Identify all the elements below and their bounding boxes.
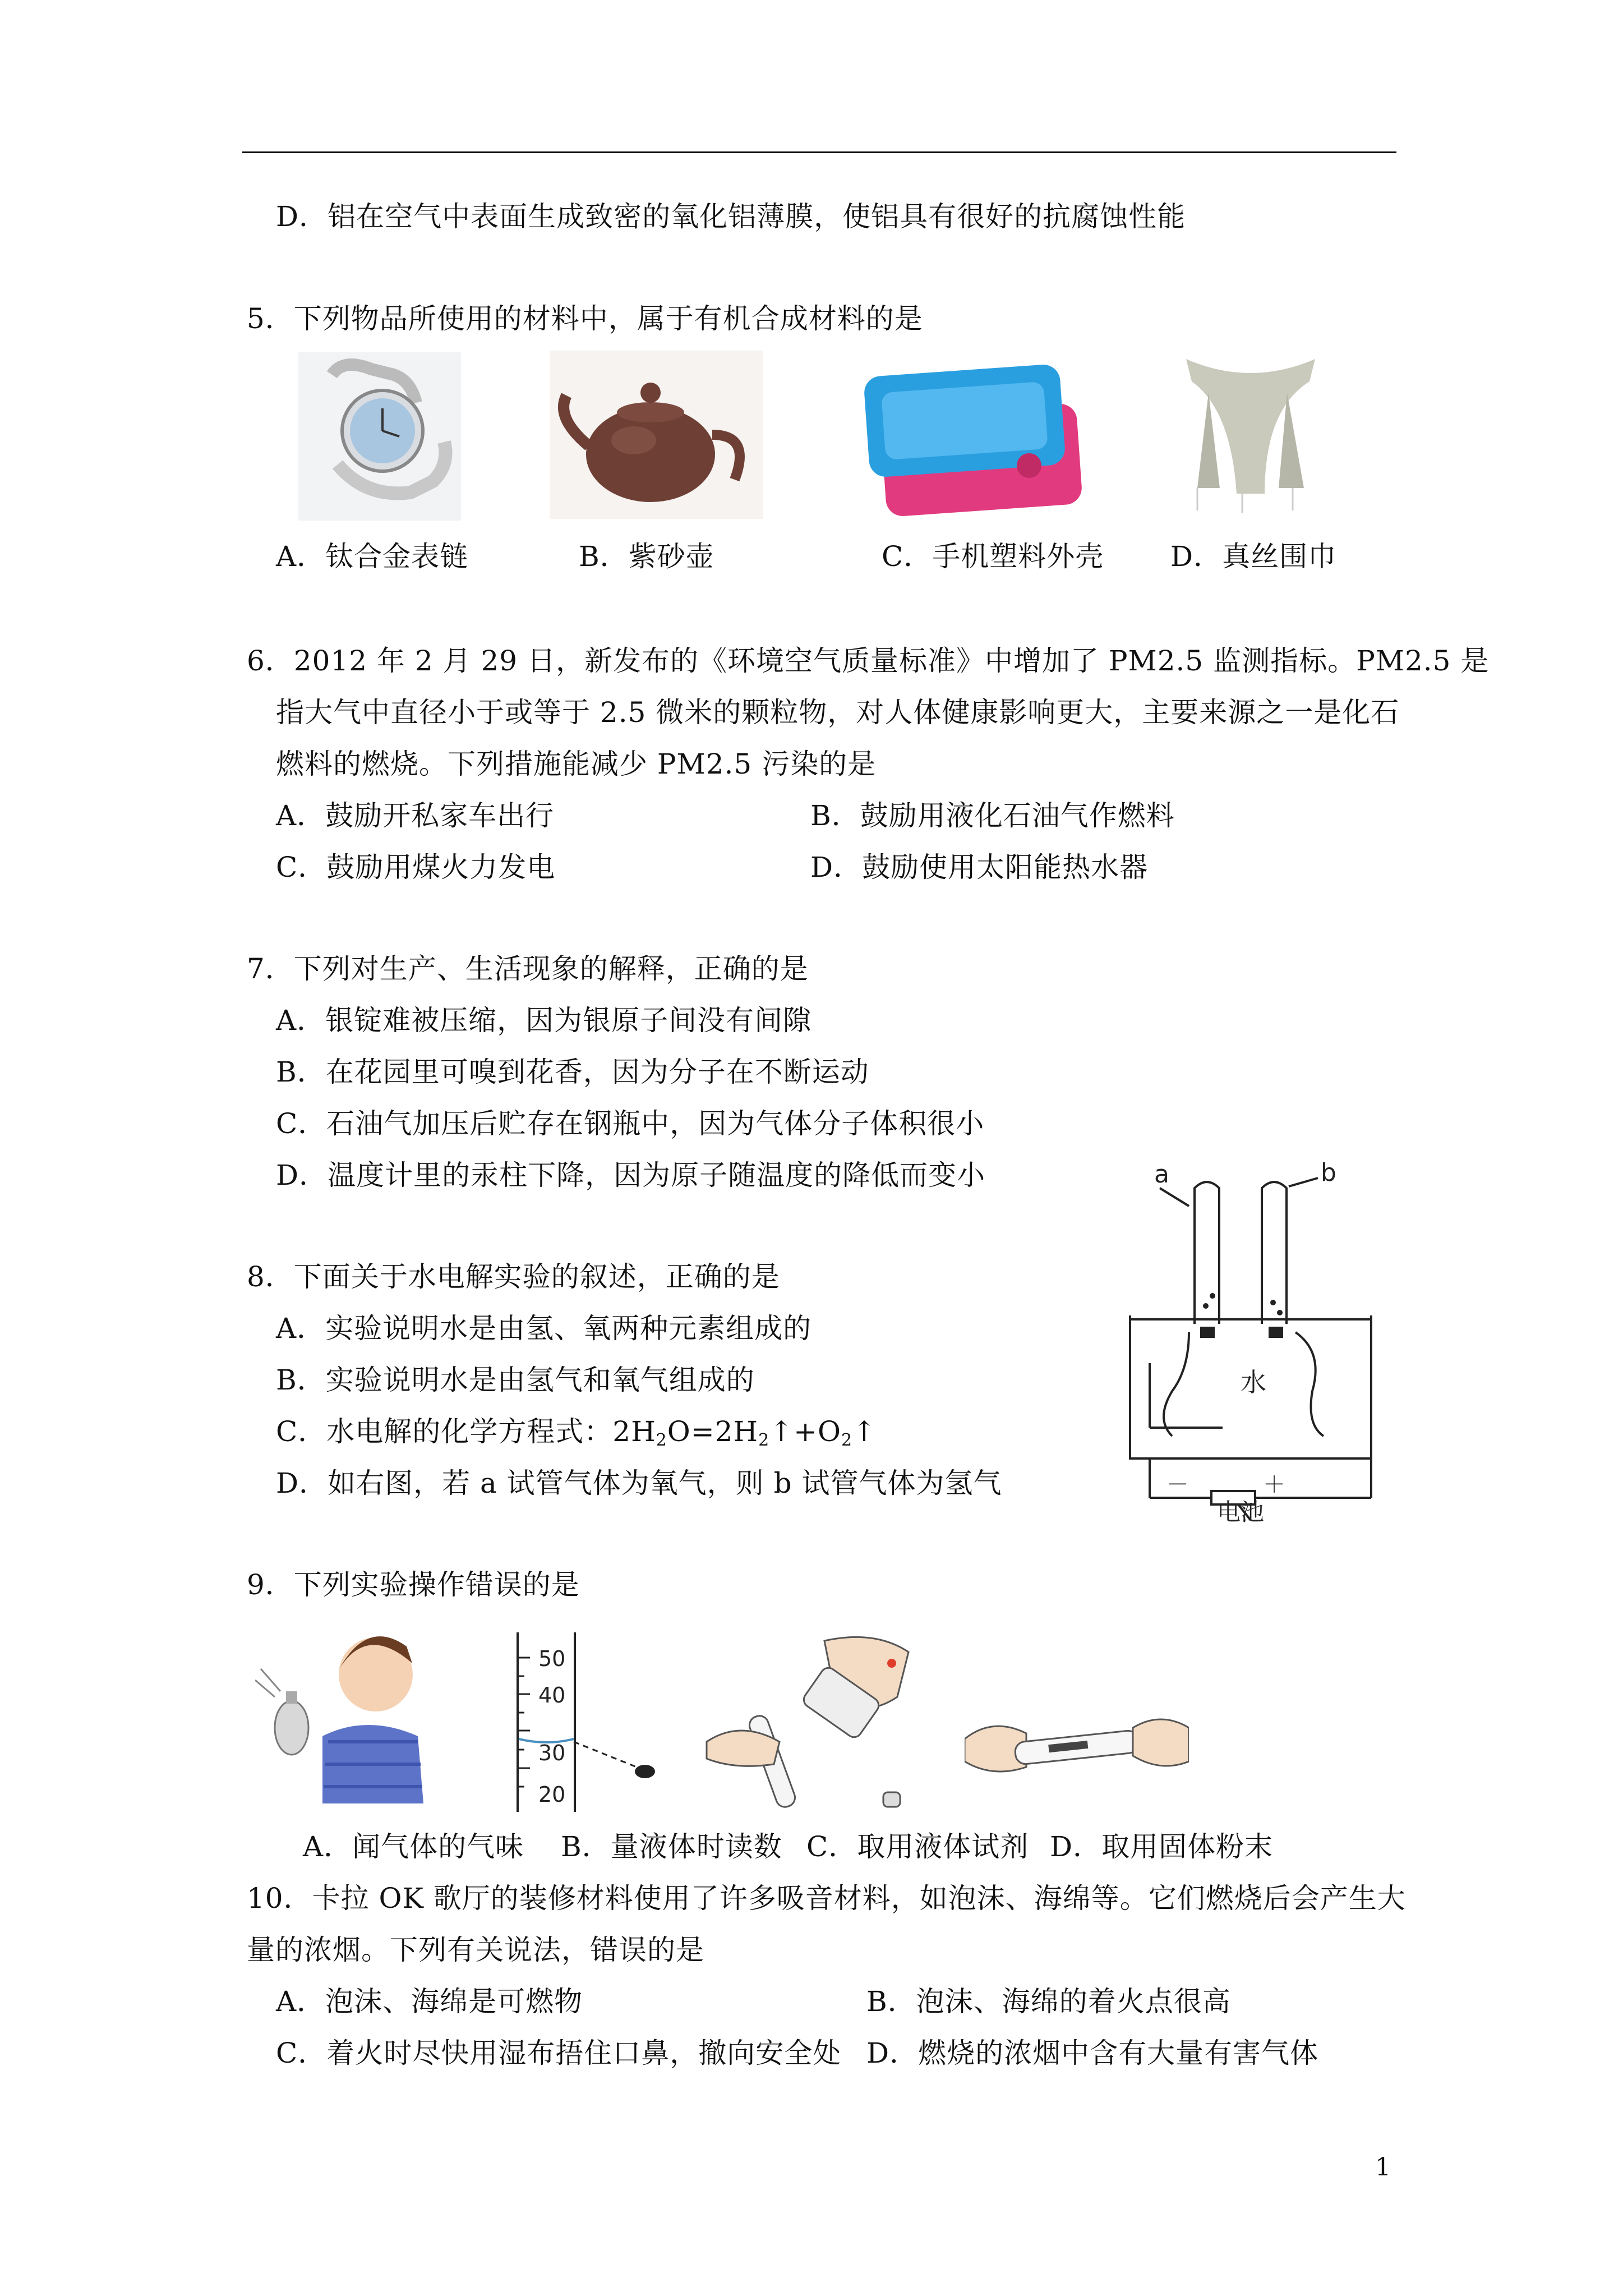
header-rule <box>242 151 1396 153</box>
q9-option-c: C．取用液体试剂 <box>806 1830 1029 1863</box>
label-a: a <box>1154 1160 1169 1189</box>
q9-option-b: B．量液体时读数 <box>561 1830 782 1863</box>
q6-option-c: C．鼓励用煤火力发电 <box>276 851 556 884</box>
q9-option-a: A．闻气体的气味 <box>303 1830 524 1863</box>
q10-option-a: A．泡沫、海绵是可燃物 <box>276 1985 583 2018</box>
q10-line2: 量的浓烟。下列有关说法，错误的是 <box>247 1934 704 1966</box>
label-battery: 电池 <box>1217 1498 1265 1526</box>
q4-option-d: D．铝在空气中表面生成致密的氧化铝薄膜，使铝具有很好的抗腐蚀性能 <box>276 200 1186 233</box>
q8-option-c: C．水电解的化学方程式：$2H_2O=2H_2↑+O_2↑$ <box>276 1415 877 1450</box>
cylinder-tick-30: 30 <box>538 1741 566 1765</box>
q6-line1: 6．2012 年 2 月 29 日，新发布的《环境空气质量标准》中增加了 PM2.5 监测指标。PM2.5 是 <box>247 645 1490 677</box>
battery-plus: ＋ <box>1263 1472 1285 1498</box>
q7-option-b: B．在花园里可嗅到花香，因为分子在不断运动 <box>276 1056 869 1088</box>
q6-line2: 指大气中直径小于或等于 2.5 微米的颗粒物，对人体健康影响更大，主要来源之一是化石 <box>276 696 1400 729</box>
q10-option-d: D．燃烧的浓烟中含有大量有害气体 <box>866 2037 1319 2069</box>
q10-line1: 10．卡拉 OK 歌厅的装修材料使用了许多吸音材料，如泡沫、海绵等。它们燃烧后会产生大 <box>247 1882 1406 1915</box>
pour-liquid-image <box>695 1630 931 1820</box>
q9-stem: 9．下列实验操作错误的是 <box>247 1568 580 1601</box>
q5-option-a: A．钛合金表链 <box>276 540 469 573</box>
q10-option-b: B．泡沫、海绵的着火点很高 <box>866 1985 1231 2018</box>
q8-stem: 8．下面关于水电解实验的叙述，正确的是 <box>247 1260 780 1293</box>
q8-option-d: D．如右图，若 a 试管气体为氧气，则 b 试管气体为氢气 <box>276 1467 1002 1499</box>
cylinder-tick-20: 20 <box>538 1782 566 1807</box>
q5-option-b: B．紫砂壶 <box>579 540 714 573</box>
q7-option-c: C．石油气加压后贮存在钢瓶中，因为气体分子体积很小 <box>276 1107 985 1140</box>
q8-option-a: A．实验说明水是由氢、氧两种元素组成的 <box>276 1312 812 1345</box>
q6-line3: 燃料的燃烧。下列措施能减少 PM2.5 污染的是 <box>276 748 877 780</box>
electrolysis-diagram <box>1110 1156 1402 1526</box>
q7-stem: 7．下列对生产、生活现象的解释，正确的是 <box>247 953 809 985</box>
q9-option-d: D．取用固体粉末 <box>1050 1830 1274 1863</box>
page-number: 1 <box>1375 2153 1391 2182</box>
teapot-image <box>550 351 763 519</box>
battery-minus: － <box>1166 1472 1189 1498</box>
smell-gas-image <box>255 1630 446 1809</box>
q5-stem: 5．下列物品所使用的材料中，属于有机合成材料的是 <box>247 302 923 335</box>
q5-option-c: C．手机塑料外壳 <box>882 540 1104 573</box>
graduated-cylinder-image <box>508 1627 687 1818</box>
q6-option-b: B．鼓励用液化石油气作燃料 <box>810 799 1175 832</box>
q8-option-b: B．实验说明水是由氢气和氧气组成的 <box>276 1364 755 1396</box>
label-water: 水 <box>1241 1367 1266 1397</box>
solid-powder-image <box>965 1705 1189 1784</box>
phone-case-image <box>861 359 1085 519</box>
q5-option-d: D．真丝围巾 <box>1170 540 1337 573</box>
q7-option-a: A．银锭难被压缩，因为银原子间没有间隙 <box>276 1004 812 1037</box>
q6-option-a: A．鼓励开私家车出行 <box>276 799 555 832</box>
silk-scarf-image <box>1152 348 1349 516</box>
q7-option-d: D．温度计里的汞柱下降，因为原子随温度的降低而变小 <box>276 1159 986 1191</box>
watch-image <box>298 352 461 521</box>
label-b: b <box>1321 1158 1336 1187</box>
cylinder-tick-50: 50 <box>538 1646 566 1671</box>
q6-option-d: D．鼓励使用太阳能热水器 <box>810 851 1149 884</box>
cylinder-tick-40: 40 <box>538 1683 566 1708</box>
q10-option-c: C．着火时尽快用湿布捂住口鼻，撤向安全处 <box>276 2037 842 2069</box>
